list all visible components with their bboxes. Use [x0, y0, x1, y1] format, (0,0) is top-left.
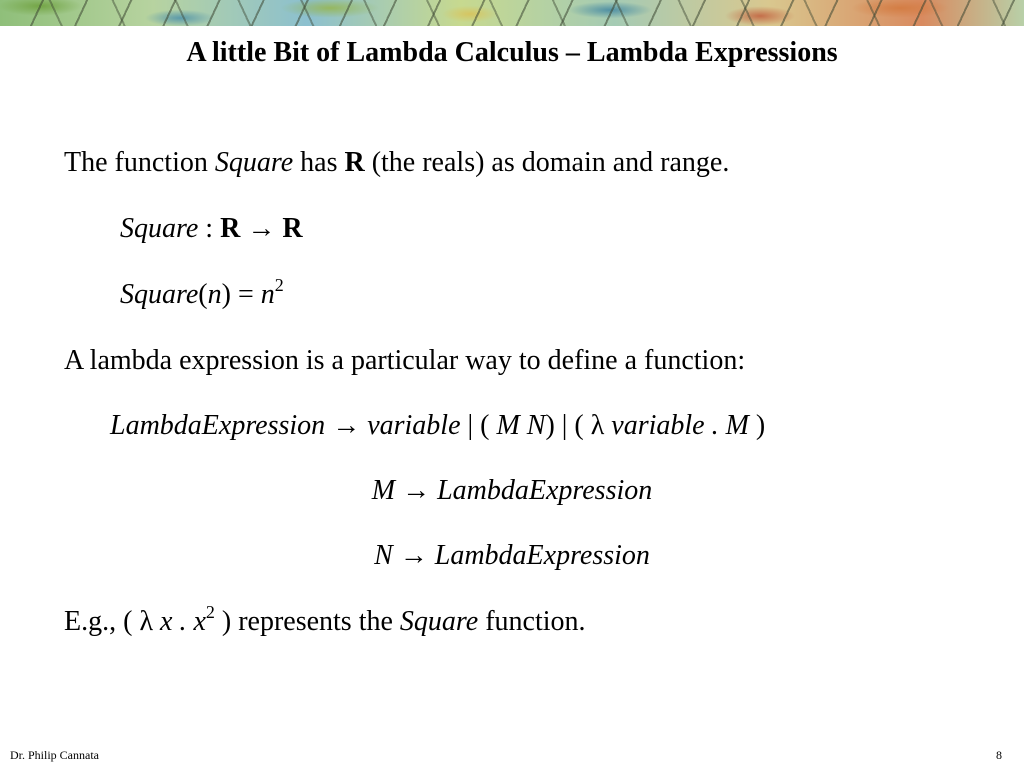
- arrow-symbol: →: [392, 540, 435, 571]
- line-grammar-rule: [110, 409, 765, 443]
- arrow-symbol: →: [395, 475, 438, 506]
- variable-term: variable: [367, 410, 461, 441]
- stained-glass-banner: [0, 0, 1024, 26]
- paren-open: (: [198, 279, 208, 310]
- footer-author: Dr. Philip Cannata: [10, 748, 99, 762]
- text: ): [748, 410, 766, 441]
- text: The function: [64, 147, 215, 178]
- line-n-rule: [0, 539, 1024, 573]
- paren-close-equals: ) =: [221, 279, 261, 310]
- line-example: [64, 602, 586, 639]
- line-square-signature: [120, 212, 303, 246]
- nonterminal: LambdaExpression: [437, 475, 653, 506]
- application-term: M N: [496, 410, 546, 441]
- line-lambda-intro: A lambda expression is a particular way to define a function:: [64, 345, 746, 376]
- exponent: 2: [205, 602, 215, 622]
- lambda-symbol: λ: [590, 410, 612, 441]
- text: ) | (: [545, 410, 591, 441]
- lambda-symbol: λ: [139, 606, 161, 637]
- arrow-symbol: →: [240, 213, 283, 244]
- square-term: Square: [120, 213, 199, 244]
- nonterminal: LambdaExpression: [434, 540, 650, 571]
- square-term: Square: [120, 279, 199, 310]
- arrow-symbol: →: [325, 410, 368, 441]
- nonterminal: LambdaExpression: [110, 410, 326, 441]
- line-square-definition: [120, 275, 284, 312]
- reals-symbol: R: [282, 213, 303, 244]
- text: has: [293, 147, 345, 178]
- line-m-rule: [0, 474, 1024, 508]
- colon: :: [198, 213, 221, 244]
- slide-title: A little Bit of Lambda Calculus – Lambda Expressions: [186, 37, 838, 68]
- var-n: n: [207, 279, 222, 310]
- square-term: Square: [214, 147, 294, 178]
- var-n: N: [374, 540, 393, 571]
- text: (the reals) as domain and range.: [364, 147, 730, 178]
- text: ) represents the: [214, 606, 400, 637]
- text: | (: [460, 410, 497, 441]
- lambda-body: x . x: [160, 606, 206, 637]
- text: E.g., (: [64, 606, 140, 637]
- banner-lead-lines: [0, 0, 1024, 26]
- var-m: M: [371, 475, 396, 506]
- text: function.: [478, 606, 586, 637]
- reals-symbol: R: [344, 147, 365, 178]
- square-term: Square: [399, 606, 479, 637]
- var-n: n: [260, 279, 275, 310]
- abstraction-term: variable . M: [611, 410, 749, 441]
- exponent: 2: [274, 275, 284, 295]
- line-square-domain: [64, 146, 729, 180]
- page-number: 8: [996, 748, 1002, 762]
- reals-symbol: R: [220, 213, 241, 244]
